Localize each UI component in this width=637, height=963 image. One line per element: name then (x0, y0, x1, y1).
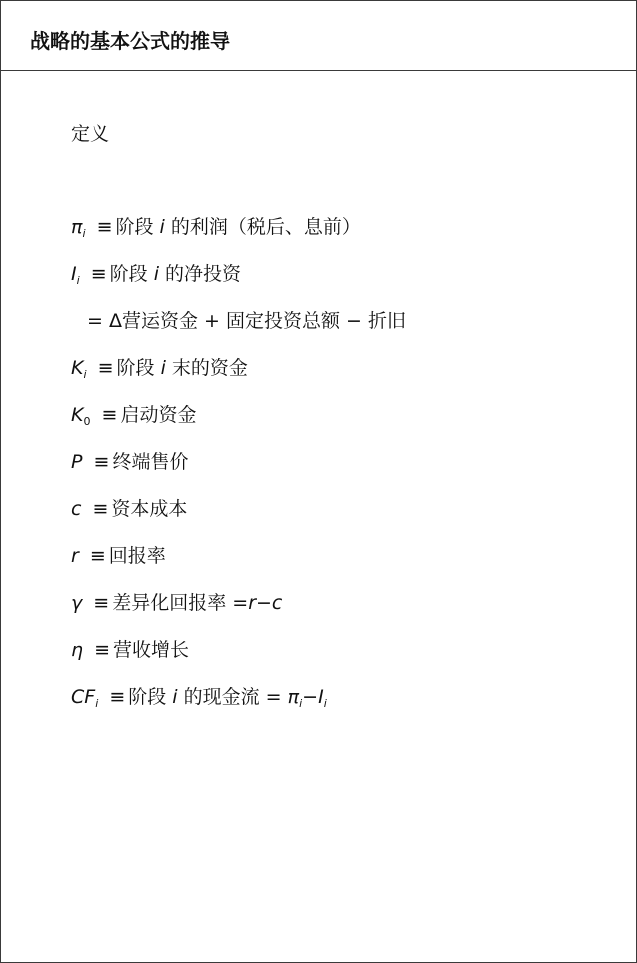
subscript: i (82, 227, 86, 240)
definition-net-investment (71, 259, 611, 306)
definition-startup-capital (71, 400, 611, 447)
variable: i (159, 216, 165, 238)
definition-text: 阶段 (109, 263, 148, 285)
operator: ≡ (89, 545, 106, 567)
definition-list (71, 212, 611, 729)
definition-text: 终端售价 (112, 451, 189, 473)
symbol: c (71, 498, 82, 520)
symbol: K (71, 357, 84, 379)
symbol: K (71, 404, 84, 426)
definition-text: 资本成本 (111, 498, 188, 520)
subscript: i (83, 368, 87, 381)
definition-return-rate (71, 541, 611, 588)
page-title: 战略的基本公式的推导 (30, 29, 230, 53)
definition-text: Δ营运资金 + 固定投资总额 − 折旧 (108, 310, 406, 332)
symbol: CF (71, 686, 96, 708)
definition-text: 阶段 (116, 357, 155, 379)
subscript: i (76, 274, 80, 287)
operator: ≡ (101, 404, 118, 426)
operator: ≡ (97, 357, 114, 379)
definition-text: 的净投资 (165, 263, 242, 285)
variable: i (153, 263, 159, 285)
definition-terminal-price (71, 447, 611, 494)
definition-profit (71, 212, 611, 259)
operator: ≡ (96, 216, 113, 238)
symbol: γ (71, 592, 83, 614)
definition-text: 差异化回报率 = (112, 592, 249, 614)
definition-text: 阶段 (128, 686, 167, 708)
subscript: 0 (83, 415, 91, 428)
symbol: I (71, 263, 77, 285)
definition-text: 的现金流 = (183, 686, 282, 708)
operator: ≡ (90, 263, 107, 285)
expression-term: I (318, 686, 324, 708)
expression-operator: − (302, 686, 319, 708)
definition-revenue-growth (71, 635, 611, 682)
subscript: i (299, 697, 303, 710)
operator: ≡ (93, 592, 110, 614)
definition-text: 的利润（税后、息前） (170, 216, 361, 238)
operator: ≡ (109, 686, 126, 708)
definition-net-investment-expansion (71, 306, 611, 353)
symbol: π (71, 216, 83, 238)
definition-text: 启动资金 (120, 404, 197, 426)
definition-text: 阶段 (115, 216, 154, 238)
variable: i (160, 357, 166, 379)
definition-cash-flow (71, 682, 611, 729)
definition-capital-end (71, 353, 611, 400)
symbol: r (71, 545, 79, 567)
symbol: P (71, 451, 83, 473)
symbol: η (71, 639, 84, 661)
operator: ≡ (92, 498, 109, 520)
operator: = (87, 310, 103, 332)
operator: ≡ (93, 451, 110, 473)
section-title-definitions: 定义 (71, 123, 110, 145)
expression-term: π (287, 686, 300, 708)
definition-text: 营收增长 (113, 639, 190, 661)
operator: ≡ (94, 639, 111, 661)
definition-text: 末的资金 (171, 357, 248, 379)
definition-text: 回报率 (108, 545, 166, 567)
definition-cost-of-capital (71, 494, 611, 541)
variable: i (172, 686, 178, 708)
subscript: i (323, 697, 327, 710)
definition-differential-return (71, 588, 611, 635)
expression: r−c (248, 592, 283, 614)
subscript: i (95, 697, 99, 710)
document-header (1, 1, 636, 71)
